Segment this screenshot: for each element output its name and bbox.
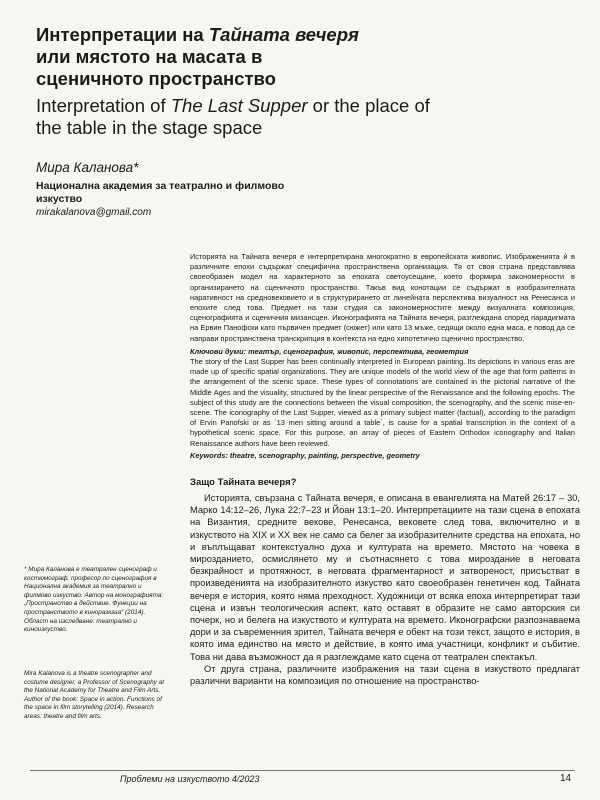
footnote-bulgarian: * Мира Каланова е театрален сценограф и костюмограф, професор по сценография в Национална академия за театрално и филмово изкуство. Автор на монографията: „Пространство в действие. Функции на пространството в киноразказа“ (2014). Област на изследване: театрално и киноизкуство. [24, 566, 164, 634]
body-paragraph-1: Историята, свързана с Тайната вечеря, е описана в евангелията на Матей 26:17 – 30, Марко 14:12–26, Лука 22:7–23 и Йоан 13:1–20. Интерпретациите на тази сцена в епохата на Византия, средните векове, Ренесанса, вековете след това, включително и в изкуството на XIX и XX век не само са белег за изобразителните средства на епохата, но и въплъщават контекстуално духа и културата на времето. Мястото на човека в мирозданието, осмислянето му и съотнасянето с това мироздание в неговата безкрайност и протяжност, в неговата фрагментарност и затвореност, присъстват в произведенията на изобразителното изкуство като своеобразен генетичен код. Тайната вечеря е история, която няма преходност. Художници от всяка епоха интерпретират тази сцена и извън теологическия аспект, като оставят в образите не само авторския си почерк, но и белега на изкуството и културата на времето. Иконографски разпознаваема дори и за съвременния зрител, Тайната вечеря е обект на този текст, защото е история, в която има единство на място и действие, в която има участници, конфликт и събитие. Това ни дава възможност да я разглеждаме като сцена от театрален спектакъл. [190, 493, 580, 662]
keywords-en-values: theatre, scenography, painting, perspective, geometry [227, 450, 420, 460]
abstract-english [190, 357, 575, 461]
keywords-en-label: Keywords: [190, 450, 228, 460]
abstract-bulgarian [190, 252, 575, 357]
author-name: Мира Каланова* [36, 160, 139, 175]
footnote-english: Mira Kalanova is a theatre scenographer and costume designer, a Professor of Scenography at the National Academy for Theatre and Film Arts. Author of the book: Space in action. Functions of the space in film storytelling (2014). Research areas: theatre and film arts. [24, 670, 164, 720]
keywords-bg-label: Ключови думи: [190, 346, 247, 356]
title-en-part2: or the place of the table in the stage space [36, 95, 430, 138]
footer-journal: Проблеми на изкуството 4/2023 [120, 774, 260, 784]
footer-divider [30, 770, 575, 771]
title-en-part1: Interpretation of [36, 95, 171, 116]
keywords-en [190, 451, 575, 461]
author-affiliation: Национална академия за театрално и филмово изкуство [36, 180, 285, 205]
title-bg-part2: или мястото на масата в сценичното пространство [36, 46, 276, 89]
title-en-italic: The Last Supper [170, 95, 308, 116]
keywords-bg-values: театър, сценография, живопис, перспектива, геометрия [246, 346, 469, 356]
abstract-bg-text: Историята на Тайната вечеря е интерпретирана многократно в европейската живопис. Изображенията ѝ в различните епохи съдържат специфична пространствена организация. Тя от своя страна представлява своеобразен модел на характерното за епохата светоусещане, което формира закономерности в организирането на сценичното пространство. Такъв вид конотации се съдържат в изобразителната наративност на средновековието и в структурирането от линейната перспектива визуалност на Ренесанса и епохите след това. Предмет на тази студия са закономерностите между визуалната композиция, сценографията и сценичния мизансцен. Иконографията на Тайната вечеря, разглеждана според парадигмата на Ервин Панофски като първичен предмет (сюжет) или като 13 мъже, седящи около една маса, е повод да се направи пространствена транскрипция в контекста на едно хипотетично сценично пространство. [190, 252, 575, 343]
page-number: 14 [560, 773, 572, 784]
title-english [36, 95, 456, 139]
title-bg-part1: Интерпретации на [36, 24, 209, 45]
title-bulgarian [36, 24, 366, 90]
section-heading: Защо Тайната вечеря? [190, 477, 297, 488]
body-text [190, 492, 580, 687]
abstract-en-text: The story of the Last Supper has been continually interpreted in European painting. Its depictions in various eras are made up of specific spatial organizations. They are unique models of the world view of the age that form patterns in the arrangement of the scenic space. These types of connotations are contained in the pictorial narrative of the Middle Ages and the visuality, structured by the linear perspective of the Renaissance and the following epochs. The subject of this study are the connections between the visual composition, the scenography, and the scenic mise-en-scene. The iconography of the Last Supper, viewed as a primary subject matter (factual), according to the paradigm of Ervin Panofski or as `13 men sitting around a table`, is cause for a spatial transcription in the context of a hypothetical scenic space. For this purpose, an array of pieces of Eastern Orthodox iconography and Italian Renaissance authors have been reviewed. [190, 357, 575, 448]
keywords-bg [190, 347, 575, 357]
body-paragraph-2: От друга страна, различните изображения на тази сцена в изкуството предлагат различни варианти на композиция по отношение на пространство- [190, 663, 580, 687]
author-email[interactable]: mirakalanova@gmail.com [36, 207, 152, 218]
title-bg-italic: Тайната вечеря [208, 24, 359, 45]
